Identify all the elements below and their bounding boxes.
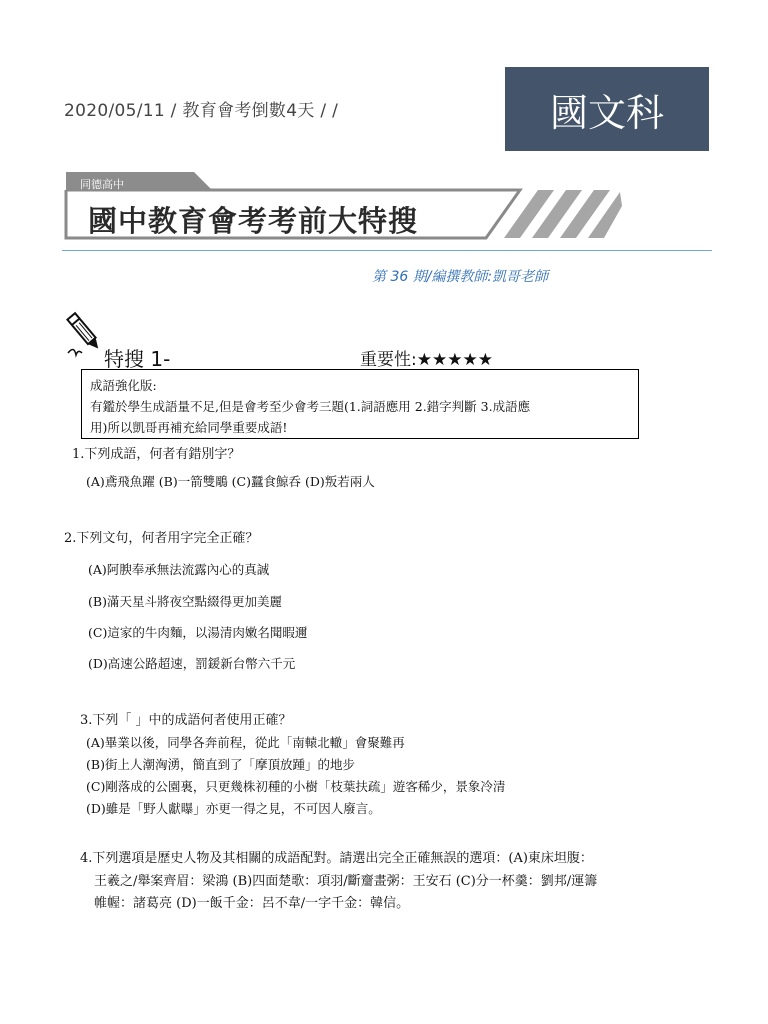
question-2-option-b: (B)滿天星斗將夜空點綴得更加美麗 xyxy=(88,594,282,609)
divider xyxy=(62,250,712,251)
question-4-line: 帷幄：諸葛亮 (D)一飯千金：呂不韋/一字千金：韓信。 xyxy=(94,896,410,911)
section-title: 特搜 1- xyxy=(104,347,171,371)
pen-icon xyxy=(66,309,106,359)
question-2-option-c: (C)這家的牛肉麵，以湯清肉嫩名聞暇邇 xyxy=(88,625,308,640)
question-1-options: (A)鳶飛魚躍 (B)一箭雙鵰 (C)蠶食鯨呑 (D)叛若兩人 xyxy=(86,474,375,489)
issue-editor-line: 第 36 期/編撰教師:凱哥老師 xyxy=(372,269,549,285)
question-2-stem: 2.下列文句，何者用字完全正確？ xyxy=(64,531,259,546)
subject-label: 國文科 xyxy=(505,67,709,151)
question-1-stem: 1.下列成語，何者有錯別字？ xyxy=(72,447,241,462)
school-name: 同德高中 xyxy=(80,178,124,191)
page-title: 國中教育會考考前大特搜 xyxy=(88,204,419,238)
note-line: 成語強化版: xyxy=(90,378,157,393)
question-3-option-b: (B)街上人潮洶湧，簡直到了「摩頂放踵」的地步 xyxy=(86,757,355,772)
question-2-option-a: (A)阿腴奉承無法流露內心的真誠 xyxy=(88,562,270,577)
note-box xyxy=(81,369,639,439)
question-3-option-d: (D)雖是「野人獻曝」亦更一得之見，不可因人廢言。 xyxy=(86,801,381,816)
note-line: 有鑑於學生成語量不足,但是會考至少會考三題(1.詞語應用 2.錯字判斷 3.成語應 xyxy=(90,399,531,414)
question-4-line: 4.下列選項是歷史人物及其相關的成語配對。請選出完全正確無誤的選項：(A)東床坦腹： xyxy=(80,851,593,866)
question-3-option-a: (A)畢業以後，同學各奔前程，從此「南轅北轍」會聚難再 xyxy=(86,735,405,750)
question-3-option-c: (C)剛落成的公園裏，只更幾株初種的小樹「枝葉扶疏」遊客稀少，景象冷清 xyxy=(86,779,506,794)
note-line: 用)所以凱哥再補充給同學重要成語! xyxy=(90,420,288,435)
question-3-stem: 3.下列「 」中的成語何者使用正確？ xyxy=(80,713,292,728)
question-2-option-d: (D)高速公路超速，罰鍰新台幣六千元 xyxy=(88,656,296,671)
date-countdown-line: 2020/05/11 / 教育會考倒數4天 / / xyxy=(64,101,339,121)
question-4-line: 王羲之/舉案齊眉：梁鴻 (B)四面楚歌：項羽/斷齏畫粥：王安石 (C)分一杯羹：劉邦/運籌 xyxy=(94,874,598,889)
importance-rating: 重要性:★★★★★ xyxy=(360,350,493,370)
